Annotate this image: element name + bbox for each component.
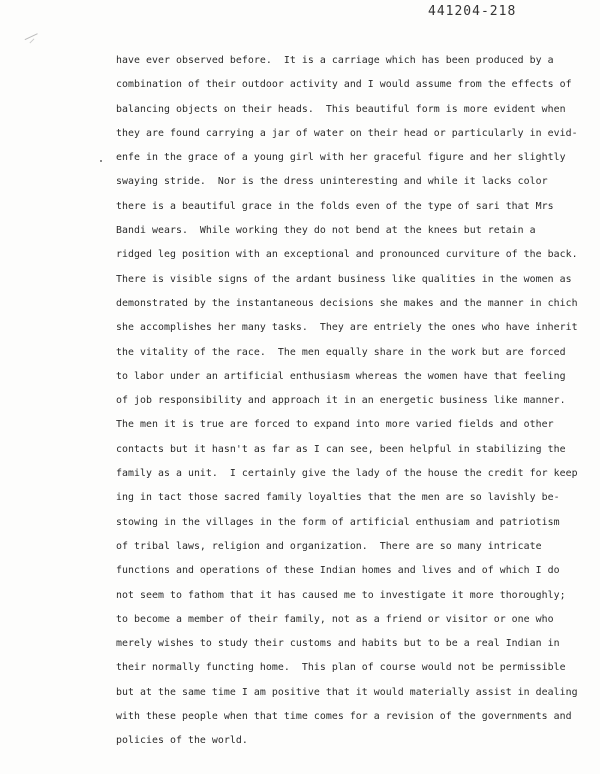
- text-line: have ever observed before. It is a carriage which has been produced by a: [116, 55, 554, 66]
- text-line: but at the same time I am positive that it would materially assist in dealing: [116, 686, 578, 698]
- text-line: contacts but it hasn't as far as I can see, been helpful in stabilizing the: [116, 443, 566, 455]
- text-line: family as a unit. I certainly give the lady of the house the credit for keep: [116, 468, 578, 480]
- text-line: they are found carrying a jar of water on their head or particularly in evid-: [116, 127, 578, 139]
- text-line: the vitality of the race. The men equally share in the work but are forced: [116, 346, 566, 358]
- text-line: there is a beautiful grace in the folds even of the type of sari that Mrs: [116, 200, 554, 212]
- text-line: combination of their outdoor activity and I would assume from the effects of: [116, 79, 572, 91]
- text-line: functions and operations of these Indian homes and lives and of which I do: [116, 565, 560, 577]
- text-line: demonstrated by the instantaneous decisions she makes and the manner in chich: [116, 297, 578, 309]
- text-line: policies of the world.: [116, 735, 248, 747]
- margin-dot: [100, 160, 102, 162]
- document-number: 441204-218: [428, 4, 517, 19]
- text-line: not seem to fathom that it has caused me to investigate it more thoroughly;: [116, 589, 566, 601]
- text-line: to become a member of their family, not as a friend or visitor or one who: [116, 613, 554, 625]
- text-line: merely wishes to study their customs and habits but to be a real Indian in: [116, 638, 560, 650]
- text-line: of tribal laws, religion and organization. There are so many intricate: [116, 540, 542, 552]
- text-line: ing in tact those sacred family loyalties that the men are so lavishly be-: [116, 492, 560, 504]
- text-line: swaying stride. Nor is the dress uninteresting and while it lacks color: [116, 176, 548, 188]
- text-line: enfe in the grace of a young girl with her graceful figure and her slightly: [116, 152, 566, 164]
- text-line: to labor under an artificial enthusiasm whereas the women have that feeling: [116, 370, 566, 382]
- text-line: balancing objects on their heads. This beautiful form is more evident when: [116, 103, 566, 115]
- text-line: ridged leg position with an exceptional and pronounced curviture of the back.: [116, 249, 578, 261]
- typed-body-text: [116, 54, 594, 759]
- text-line: The men it is true are forced to expand into more varied fields and other: [116, 419, 554, 431]
- text-line: stowing in the villages in the form of artificial enthusiam and patriotism: [116, 516, 560, 528]
- text-line: of job responsibility and approach it in an energetic business like manner.: [116, 395, 566, 407]
- text-line: with these people when that time comes for a revision of the governments and: [116, 711, 572, 723]
- text-line: their normally functing home. This plan of course would not be permissible: [116, 662, 566, 674]
- text-line: There is visible signs of the ardant business like qualities in the women as: [116, 273, 572, 285]
- text-line: Bandi wears. While working they do not bend at the knees but retain a: [116, 225, 536, 237]
- text-line: she accomplishes her many tasks. They are entriely the ones who have inherit: [116, 322, 578, 334]
